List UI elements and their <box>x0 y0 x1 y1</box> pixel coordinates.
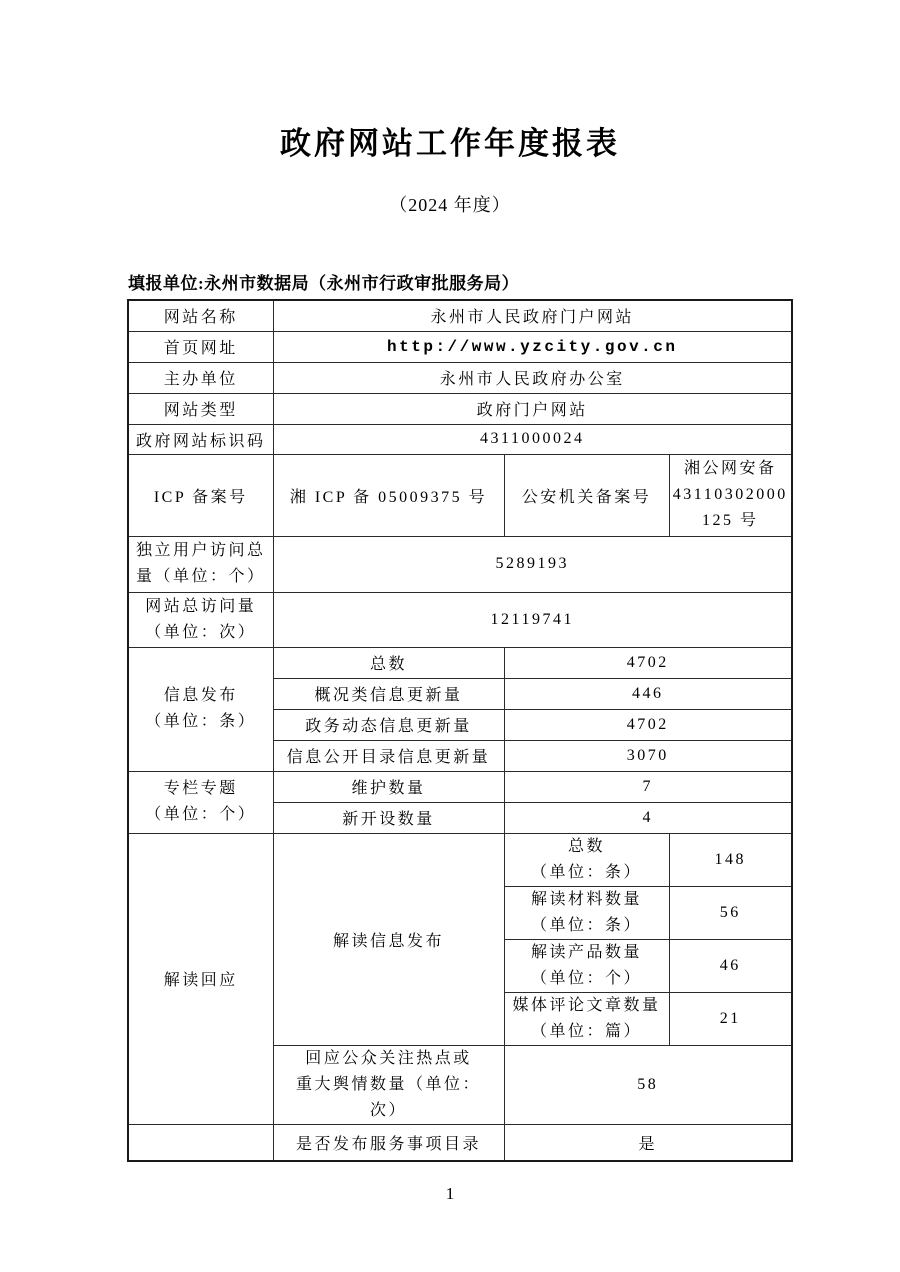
special-columns-maintained-value: 7 <box>504 771 792 802</box>
site-name-value: 永州市人民政府门户网站 <box>273 300 792 331</box>
table-row <box>128 771 792 802</box>
special-columns-new-value: 4 <box>504 802 792 833</box>
table-row <box>128 424 792 454</box>
host-unit-label: 主办单位 <box>128 362 273 393</box>
site-type-label: 网站类型 <box>128 393 273 424</box>
police-record-value-line: 湘公网安备 <box>683 460 777 477</box>
page-title: 政府网站工作年度报表 <box>280 126 620 161</box>
host-unit-value: 永州市人民政府办公室 <box>273 362 792 393</box>
special-columns-maintained-label: 维护数量 <box>273 771 504 802</box>
info-publish-total-label: 总数 <box>273 647 504 678</box>
hotspot-response-value: 58 <box>504 1045 792 1124</box>
home-url-value: http://www.yzcity.gov.cn <box>273 331 792 362</box>
icp-value: 湘 ICP 备 05009375 号 <box>273 454 504 536</box>
interpretation-media-label: 媒体评论文章数量 （单位：篇） <box>504 992 669 1045</box>
empty-group-cell <box>128 1124 273 1161</box>
table-row <box>128 393 792 424</box>
table-row <box>128 454 792 536</box>
site-code-label: 政府网站标识码 <box>128 424 273 454</box>
table-row <box>128 1124 792 1161</box>
site-code-value: 4311000024 <box>273 424 792 454</box>
interpretation-materials-label: 解读材料数量 （单位：条） <box>504 886 669 939</box>
interpretation-group-label: 解读回应 <box>128 833 273 1124</box>
info-publish-dynamics-label: 政务动态信息更新量 <box>273 709 504 740</box>
service-catalog-label: 是否发布服务事项目录 <box>273 1124 504 1161</box>
interpretation-total-label: 总数 （单位：条） <box>504 833 669 886</box>
interpretation-products-value: 46 <box>669 939 792 992</box>
table-row <box>128 300 792 331</box>
info-publish-directory-value: 3070 <box>504 740 792 771</box>
interpretation-media-value: 21 <box>669 992 792 1045</box>
table-row <box>128 536 792 592</box>
info-publish-group-label: 信息发布 （单位：条） <box>128 647 273 771</box>
table-row <box>128 833 792 886</box>
annual-report-table <box>127 299 793 1162</box>
police-record-label: 公安机关备案号 <box>504 454 669 536</box>
table-row <box>128 647 792 678</box>
table-row <box>128 331 792 362</box>
total-visits-label: 网站总访问量 （单位：次） <box>128 592 273 647</box>
service-catalog-value: 是 <box>504 1124 792 1161</box>
interpretation-subgroup-label: 解读信息发布 <box>273 833 504 1045</box>
special-columns-group-label: 专栏专题 （单位：个） <box>128 771 273 833</box>
info-publish-overview-label: 概况类信息更新量 <box>273 678 504 709</box>
info-publish-total-value: 4702 <box>504 647 792 678</box>
report-unit-label: 填报单位: <box>128 274 205 293</box>
table-row <box>128 592 792 647</box>
police-record-value <box>669 454 792 536</box>
unique-visitors-value: 5289193 <box>273 536 792 592</box>
hotspot-response-label: 回应公众关注热点或 重大舆情数量（单位： 次） <box>273 1045 504 1124</box>
police-record-value-line: 43110302000 <box>672 486 788 503</box>
special-columns-new-label: 新开设数量 <box>273 802 504 833</box>
icp-label: ICP 备案号 <box>128 454 273 536</box>
site-name-label: 网站名称 <box>128 300 273 331</box>
interpretation-total-value: 148 <box>669 833 792 886</box>
info-publish-directory-label: 信息公开目录信息更新量 <box>273 740 504 771</box>
page-number: 1 <box>445 1184 455 1203</box>
page-subtitle: （2024 年度） <box>389 195 511 215</box>
total-visits-value: 12119741 <box>273 592 792 647</box>
table-row <box>128 362 792 393</box>
site-type-value: 政府门户网站 <box>273 393 792 424</box>
unique-visitors-label: 独立用户访问总 量（单位：个） <box>128 536 273 592</box>
interpretation-materials-value: 56 <box>669 886 792 939</box>
info-publish-overview-value: 446 <box>504 678 792 709</box>
home-url-label: 首页网址 <box>128 331 273 362</box>
police-record-value-line: 125 号 <box>701 512 759 529</box>
interpretation-products-label: 解读产品数量 （单位：个） <box>504 939 669 992</box>
info-publish-dynamics-value: 4702 <box>504 709 792 740</box>
report-unit-line <box>128 269 519 294</box>
report-unit-value: 永州市数据局（永州市行政审批服务局） <box>204 274 520 293</box>
